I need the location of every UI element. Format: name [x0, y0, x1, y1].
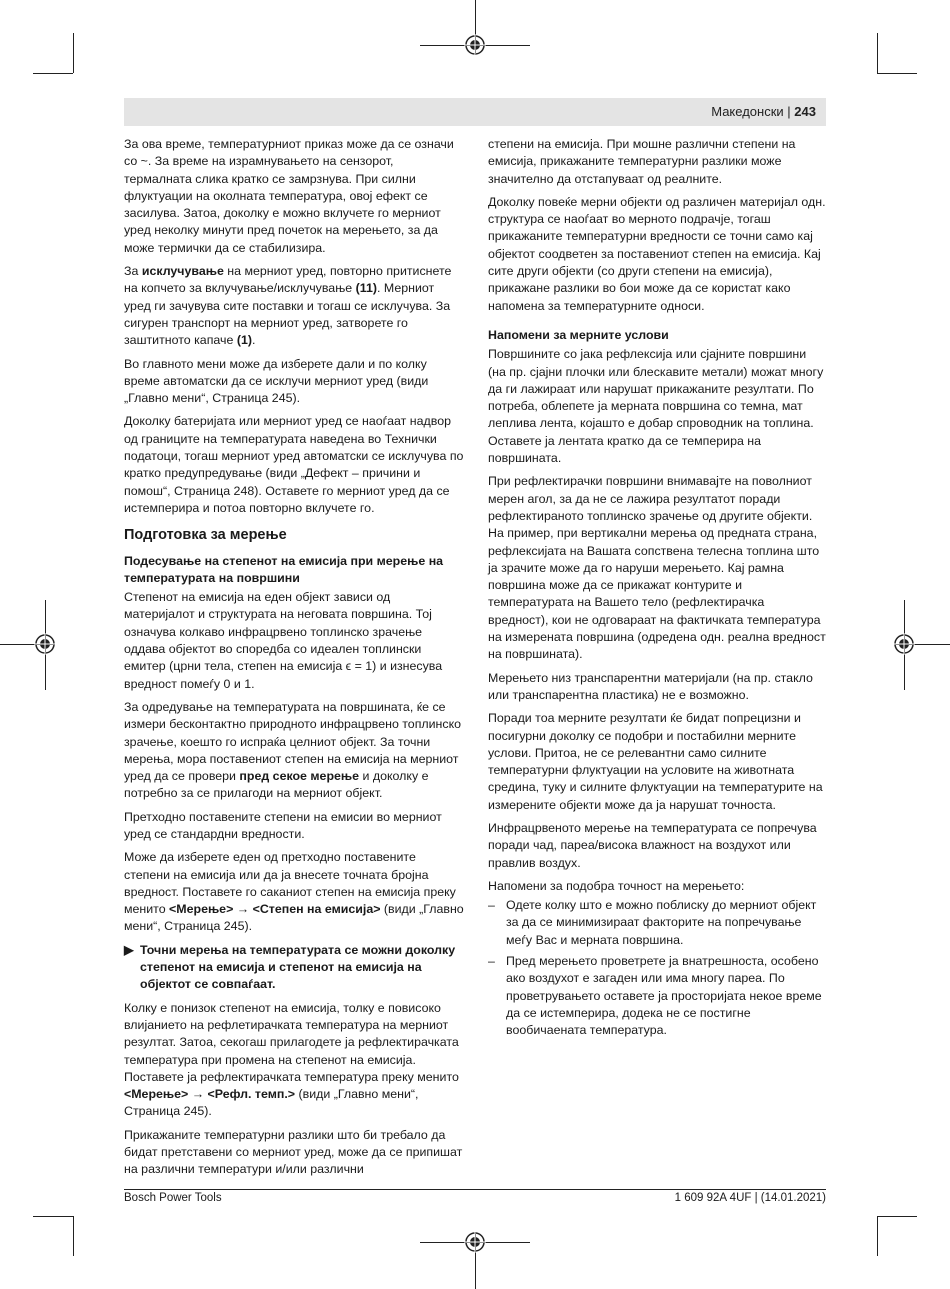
paragraph: [124, 849, 464, 935]
paragraph: Мерењето низ транспарентни материјали (на пр. стакло или транспарентна пластика) не е возможно.: [488, 670, 813, 702]
crop-mark: [73, 1216, 74, 1256]
right-column: [488, 136, 826, 1044]
list-item-text: Пред мерењето проветрете ја внатрешноста, особено ако воздухот е загаден или има многу пареа. По проветрувањето оставете ја просторијата некое време да се истемперира, додека не се постигне вообичаената температура.: [506, 954, 822, 1038]
subsection-heading: Подесување на степенот на емисија при мерење на температурата на површини: [124, 553, 444, 585]
text-run: (види „Главно мени“, Страница 245).: [124, 1087, 419, 1119]
bold-text: <Мерење>: [169, 902, 234, 917]
bold-text: пред секое мерење: [239, 769, 360, 784]
subsection-heading: Напомени за мерните услови: [488, 327, 669, 342]
header-text: [711, 104, 816, 119]
bold-text: исклучување: [141, 264, 224, 279]
list-item: [488, 897, 826, 949]
paragraph: За ова време, температурниот приказ може да се означи со ~. За време на израмнувањето на сензорот, термалната слика кратко се замрзнува. При силни флуктуации на околната температура, овој ефект се засилува. Затоа, доколку е можно вклучете го мерниот уред неколку минути пред почеток на мерењето, за да може термички да се стабилизира.: [124, 137, 454, 255]
paragraph: Напомени за подобра точност на мерењето:: [488, 878, 745, 893]
bold-text: <Степен на емисија>: [252, 902, 381, 917]
text-run: .: [251, 333, 256, 348]
bold-text: <Мерење>: [124, 1087, 189, 1102]
crop-mark: [33, 73, 73, 74]
text-run: Колку е понизок степенот на емисија, толку е повисоко влијанието на рефлетирачката температура на мерниот резултат. Затоа, секогаш прилагодете ја рефлектирачката температура при промена на степенот на емисија. Поставете ја рефлектирачката температура преку менито: [124, 1000, 459, 1084]
dash-bullet: –: [488, 898, 495, 913]
warning-note: [124, 942, 464, 994]
crop-mark: [877, 1216, 878, 1256]
paragraph: степени на емисија. При мошне различни степени на емисија, прикажаните температурни разлики може значително да отстапуваат од реалните.: [488, 137, 796, 186]
paragraph: При рефлектирачки површини внимавајте на поволниот мерен агол, за да не се лажира резултатот поради рефлектираното топлинско зрачење од другите објекти. На пример, при вертикални мерења од предната страна, рефлексијата на Вашата сопствена телесна топлина што ја зрачите може да го наруши мерењето. Кај рамна површина може да се прикажат контурите и температурата на Вашето тело (рефлектирачка вредност), кои не одговараат на фактичката температура на измерената површина (одредена одн. реална вредност на површината).: [488, 474, 826, 662]
registration-target-icon: [464, 1231, 486, 1253]
crop-mark: [877, 73, 917, 74]
text-run: За одредување на температурата на површината, ќе се измери бесконтактно природното инфрацрвено топлинско зрачење, коешто го испраќа целниот објект. За точни мерења, мора поставениот степен на емисија на мерниот уред да се провери: [124, 699, 462, 784]
paragraph: Доколку повеќе мерни објекти од различен материјал одн. структура се наоѓаат во мерното подрачје, тогаш прикажаните температурни вредности се точни само кај објектот соодветен за поставениот степен на емисија. Кај сите други објекти (со други степени на емисија), прикажане разлики во бои може да се користат како напомена за температурните односи.: [488, 194, 826, 313]
list-item-text: Одете колку што е можно поблиску до мерниот објект за да се минимизираат факторите на попречување меѓу Вас и мерната површина.: [506, 898, 817, 947]
crop-mark: [877, 1216, 917, 1217]
paragraph: [124, 699, 464, 803]
dash-bullet: –: [488, 954, 495, 969]
arrow-bullet-icon: ▶: [124, 942, 134, 957]
crop-mark: [877, 33, 878, 73]
bold-text: (1): [236, 333, 252, 348]
crop-mark: [33, 1216, 73, 1217]
text-run: →: [233, 902, 253, 917]
paragraph: [124, 263, 464, 349]
paragraph: Површините со јака рефлексија или сјајните површини (на пр. сјајни плочки или блескавите метали) можат многу да ги лажираат или нарушат прикажаните резултати. По потреба, облепете ја мерната површина со темна, мат леплива лента, којашто е добар спроводник на топлина. Оставете ја лентата кратко да се темперира на површината.: [488, 347, 824, 466]
page-number: 243: [794, 104, 816, 119]
page-header: [124, 98, 826, 126]
paragraph: Претходно поставените степени на емисии во мерниот уред се стандардни вредности.: [124, 809, 442, 841]
footer-brand: Bosch Power Tools: [124, 1192, 222, 1204]
text-run: Може да изберете еден од претходно поставените степени на емисија или да ја внесете точната бројна вредност. Поставете го саканиот степен на емисија преку менито: [124, 850, 456, 917]
header-separator: |: [787, 104, 791, 119]
text-run: (види „Главно мени“, Страница 245).: [124, 902, 464, 934]
crop-mark: [73, 33, 74, 73]
warning-text: Точни мерења на температурата се можни доколку степенот на емисија и степенот на емисија на објектот се совпаѓаат.: [140, 942, 456, 992]
text-run: и доколку е потребно за се прилагоди на мерниот објект.: [124, 769, 429, 801]
footer-divider: [124, 1189, 826, 1190]
paragraph: Поради тоа мерните резултати ќе бидат попрецизни и посигурни доколку се подобри и постабилни мерните услови. Притоа, не се релевантни само силните температурни флуктуации на условите на животната средина, туку и силните флуктуации на температурите на измерените објекти може да ја нарушат точноста.: [488, 711, 823, 812]
section-heading: Подготовка за мерење: [124, 527, 287, 544]
paragraph: Степенот на емисија на еден објект зависи од материјалот и структурата на неговата површина. Тој означува колкаво инфрацрвено топлинско зрачење оддава објектот во споредба со идеален топлински емитер (црни тела, степен на емисија ϵ = 1) и изнесува вредност помеѓу 0 и 1.: [124, 590, 443, 691]
paragraph: [124, 1000, 464, 1121]
registration-target-icon: [34, 633, 56, 655]
header-language: Македонски: [711, 104, 784, 119]
text-run: За: [124, 264, 142, 279]
text-run: →: [188, 1087, 208, 1102]
paragraph: Инфрацрвеното мерење на температурата се попречува поради чад, пареа/висока влажност на воздухот или правлив воздух.: [488, 820, 817, 870]
left-column: [124, 136, 464, 1185]
footer-doc-id: 1 609 92A 4UF | (14.01.2021): [674, 1192, 826, 1204]
paragraph: Доколку батеријата или мерниот уред се наоѓаат надвор од границите на температурата наведена во Технички податоци, тогаш мерниот уред автоматски се исклучува по кратко предупредување (види „Дефект – причини и помош“, Страница 248). Оставете го мерниот уред да се истемперира и потоа повторно вклучете го.: [124, 414, 464, 515]
text-run: . Мерниот уред ги зачувува сите поставки и тогаш се исклучува. За сигурен транспорт на мерниот уред, затворете го заштитното капаче: [124, 281, 451, 348]
bold-text: (11): [355, 281, 377, 296]
registration-target-icon: [464, 34, 486, 56]
paragraph: Во главното мени може да изберете дали и по колку време автоматски да се исклучи мерниот уред (види „Главно мени“, Страница 245).: [124, 356, 429, 406]
bold-text: <Рефл. темп.>: [207, 1087, 296, 1102]
paragraph: Прикажаните температурни разлики што би требало да бидат претставени со мерниот уред, може да се припишат на различни температури и/или различни: [124, 1127, 463, 1177]
text-run: на мерниот уред, повторно притиснете на копчето за вклучување/исклучување: [124, 264, 452, 296]
list-item: [488, 953, 826, 1039]
registration-target-icon: [893, 633, 915, 655]
